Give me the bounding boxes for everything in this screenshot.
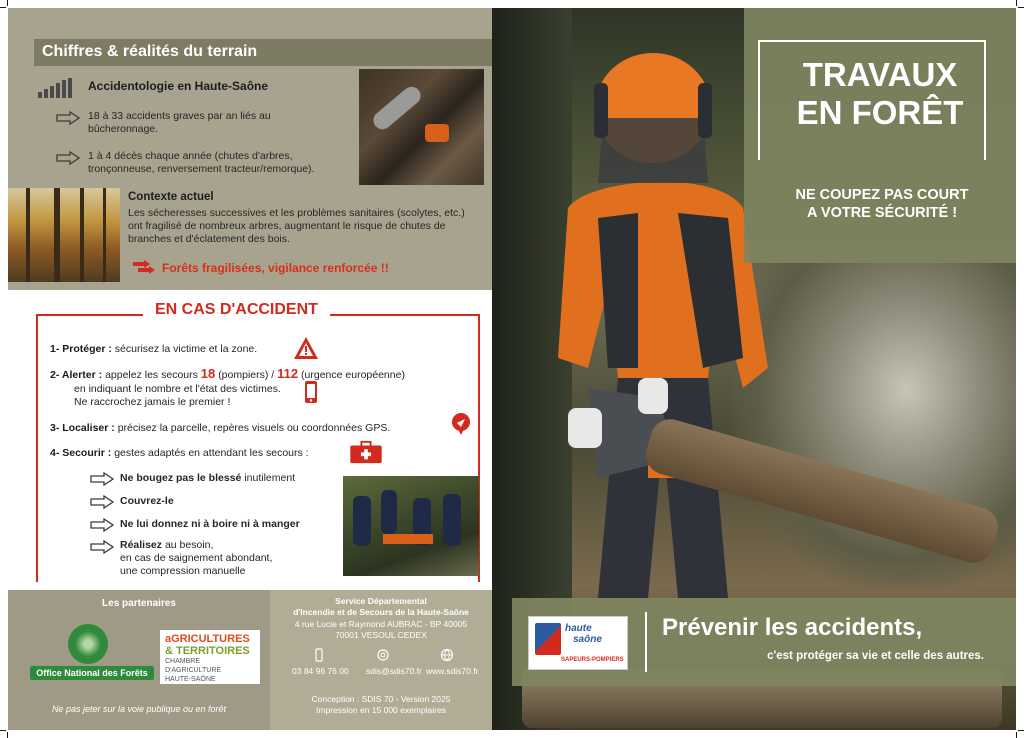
chainsaw-photo xyxy=(359,69,484,185)
sdis-logo-line1: haute xyxy=(565,623,592,634)
main-title-line2: EN FORÊT xyxy=(796,94,964,131)
rescue-photo xyxy=(343,476,479,576)
agri-logo-line2: & TERRITOIRES xyxy=(165,645,250,657)
action-no-food xyxy=(120,518,300,531)
arrow-outline-icon xyxy=(90,518,114,532)
sdis-name-line2: d'Incendie et de Secours de la Haute-Saône xyxy=(293,607,469,617)
action-compress-rest: au besoin, xyxy=(164,539,214,551)
onf-emblem xyxy=(68,624,108,664)
accident-section xyxy=(8,290,492,590)
action-compress-bold: Réalisez xyxy=(120,539,163,551)
tagline-line1: NE COUPEZ PAS COURT xyxy=(795,187,969,203)
sdis-address-line2: 70001 VESOUL CEDEX xyxy=(335,630,427,640)
crop-mark xyxy=(0,7,6,8)
print-credit: Impression en 15 000 exemplaires xyxy=(316,705,446,715)
step-alert-line3: Ne raccrochez jamais le premier ! xyxy=(74,396,231,408)
step-alert-line2: en indiquant le nombre et l'état des victimes. xyxy=(74,383,281,395)
arrow-outline-icon xyxy=(56,111,80,125)
partners-section xyxy=(8,590,270,730)
sdis-logo-line2: saône xyxy=(573,634,602,645)
partners-title: Les partenaires xyxy=(102,598,176,609)
slogan-bar xyxy=(512,598,1016,686)
vigilance-alert: Forêts fragilisées, vigilance renforcée !! xyxy=(162,261,389,275)
step-protect-text: sécurisez la victime et la zone. xyxy=(114,343,258,355)
crop-mark xyxy=(7,732,8,738)
arrow-outline-icon xyxy=(90,495,114,509)
crest-icon xyxy=(535,623,561,655)
main-title-line1: TRAVAUX xyxy=(802,56,958,93)
arrow-outline-icon xyxy=(90,540,114,554)
sdis-logo xyxy=(528,616,628,670)
agri-logo-line3: CHAMBRE D'AGRICULTURE xyxy=(165,658,222,674)
crop-mark xyxy=(1016,732,1017,738)
sdis-phone: 03 84 96 76 00 xyxy=(292,666,349,676)
phone-icon xyxy=(298,380,324,404)
action-compress-line3: une compression manuelle xyxy=(120,565,246,577)
step-rescue-text: gestes adaptés en attendant les secours : xyxy=(114,447,309,459)
accidentology-title: Accidentologie en Haute-Saône xyxy=(88,79,269,93)
action-dont-move-bold: Ne bougez pas le blessé xyxy=(120,472,242,484)
step-rescue xyxy=(50,447,309,460)
stat-serious-accidents: 18 à 33 accidents graves par an liés au bûcheronnage. xyxy=(88,110,271,135)
action-dont-move xyxy=(120,472,295,485)
step-alert-label: 2- Alerter : xyxy=(50,369,103,381)
stats-title-bar xyxy=(34,39,492,66)
accident-title-wrap xyxy=(143,301,330,319)
action-cover-bold: Couvrez-le xyxy=(120,495,174,507)
agri-logo-line1: aGRICULTURES xyxy=(165,633,250,645)
step-protect-label: 1- Protéger : xyxy=(50,343,112,355)
tagline xyxy=(762,186,1002,222)
divider xyxy=(645,612,647,672)
crop-mark xyxy=(1018,730,1024,731)
european-emergency-number: 112 xyxy=(277,366,299,381)
bar-chart-icon xyxy=(38,78,80,98)
tagline-line2: A VOTRE SÉCURITÉ ! xyxy=(806,205,958,221)
slogan-headline: Prévenir les accidents, xyxy=(662,614,923,641)
design-credit: Conception : SDIS 70 - Version 2025 xyxy=(311,694,451,704)
sdis-address-line1: 4 rue Lucie et Raymond AUBRAC - BP 40005 xyxy=(294,619,468,629)
crop-mark xyxy=(1016,0,1017,6)
location-pin-icon xyxy=(448,412,474,436)
step-locate-text: précisez la parcelle, repères visuels ou coordonnées GPS. xyxy=(117,422,391,434)
main-title xyxy=(770,56,990,132)
crop-mark xyxy=(0,730,6,731)
action-compress xyxy=(120,539,213,552)
litter-note: Ne pas jeter sur la voie publique ou en forêt xyxy=(51,704,227,714)
forest-photo xyxy=(8,188,120,282)
phone-icon xyxy=(312,648,326,662)
arrow-outline-icon xyxy=(90,472,114,486)
alert-arrows-icon xyxy=(132,260,156,274)
action-compress-line2: en cas de saignement abondant, xyxy=(120,552,273,564)
firefighters-number: 18 xyxy=(200,366,216,381)
step-alert-text-c: (urgence européenne) xyxy=(301,369,405,381)
agri-logo-line4: HAUTE-SAÔNE xyxy=(165,676,216,683)
action-dont-move-rest: inutilement xyxy=(244,472,296,484)
email-icon xyxy=(376,648,390,662)
title-box xyxy=(744,8,1016,263)
step-rescue-label: 4- Secourir : xyxy=(50,447,112,459)
crop-mark xyxy=(7,0,8,6)
sdis-info-section xyxy=(270,590,492,730)
stats-title: Chiffres & réalités du terrain xyxy=(42,43,258,60)
left-panel xyxy=(8,8,492,730)
sdis-email[interactable]: sdis@sdis70.fr xyxy=(366,666,422,676)
step-alert-text-b: (pompiers) / xyxy=(218,369,275,381)
context-text: Les sécheresses successives et les problèmes sanitaires (scolytes, etc.) ont fragilisé de nombreux arbres, augmentant le risque de chutes de branches et d'éclatement des bois. xyxy=(128,207,465,245)
stat-deaths: 1 à 4 décès chaque année (chutes d'arbres, tronçonneuse, renversement tracteur/remorque). xyxy=(88,150,315,175)
step-locate xyxy=(50,422,390,435)
chamber-agriculture-logo xyxy=(160,630,260,684)
sdis-name-line1: Service Départemental xyxy=(335,596,427,606)
sdis-website[interactable]: www.sdis70.fr xyxy=(426,666,479,676)
stats-section xyxy=(8,8,492,290)
arrow-outline-icon xyxy=(56,151,80,165)
sdis-logo-line3: SAPEURS-POMPIERS xyxy=(561,657,624,663)
onf-logo xyxy=(30,624,154,682)
action-no-food-bold: Ne lui donnez ni à boire ni à manger xyxy=(120,518,300,530)
slogan-subline: c'est protéger sa vie et celle des autres. xyxy=(767,650,984,662)
step-protect xyxy=(50,343,257,356)
onf-logo-text: Office National des Forêts xyxy=(30,666,154,680)
warning-triangle-icon xyxy=(293,336,319,360)
step-locate-label: 3- Localiser : xyxy=(50,422,115,434)
context-title: Contexte actuel xyxy=(128,191,214,203)
first-aid-kit-icon xyxy=(348,440,384,464)
web-icon xyxy=(440,648,454,662)
step-alert xyxy=(50,367,405,382)
crop-mark xyxy=(1018,7,1024,8)
step-alert-text-a: appelez les secours xyxy=(105,369,198,381)
action-cover xyxy=(120,495,174,508)
accident-title: EN CAS D'ACCIDENT xyxy=(155,301,318,318)
hero-panel xyxy=(492,8,1016,730)
